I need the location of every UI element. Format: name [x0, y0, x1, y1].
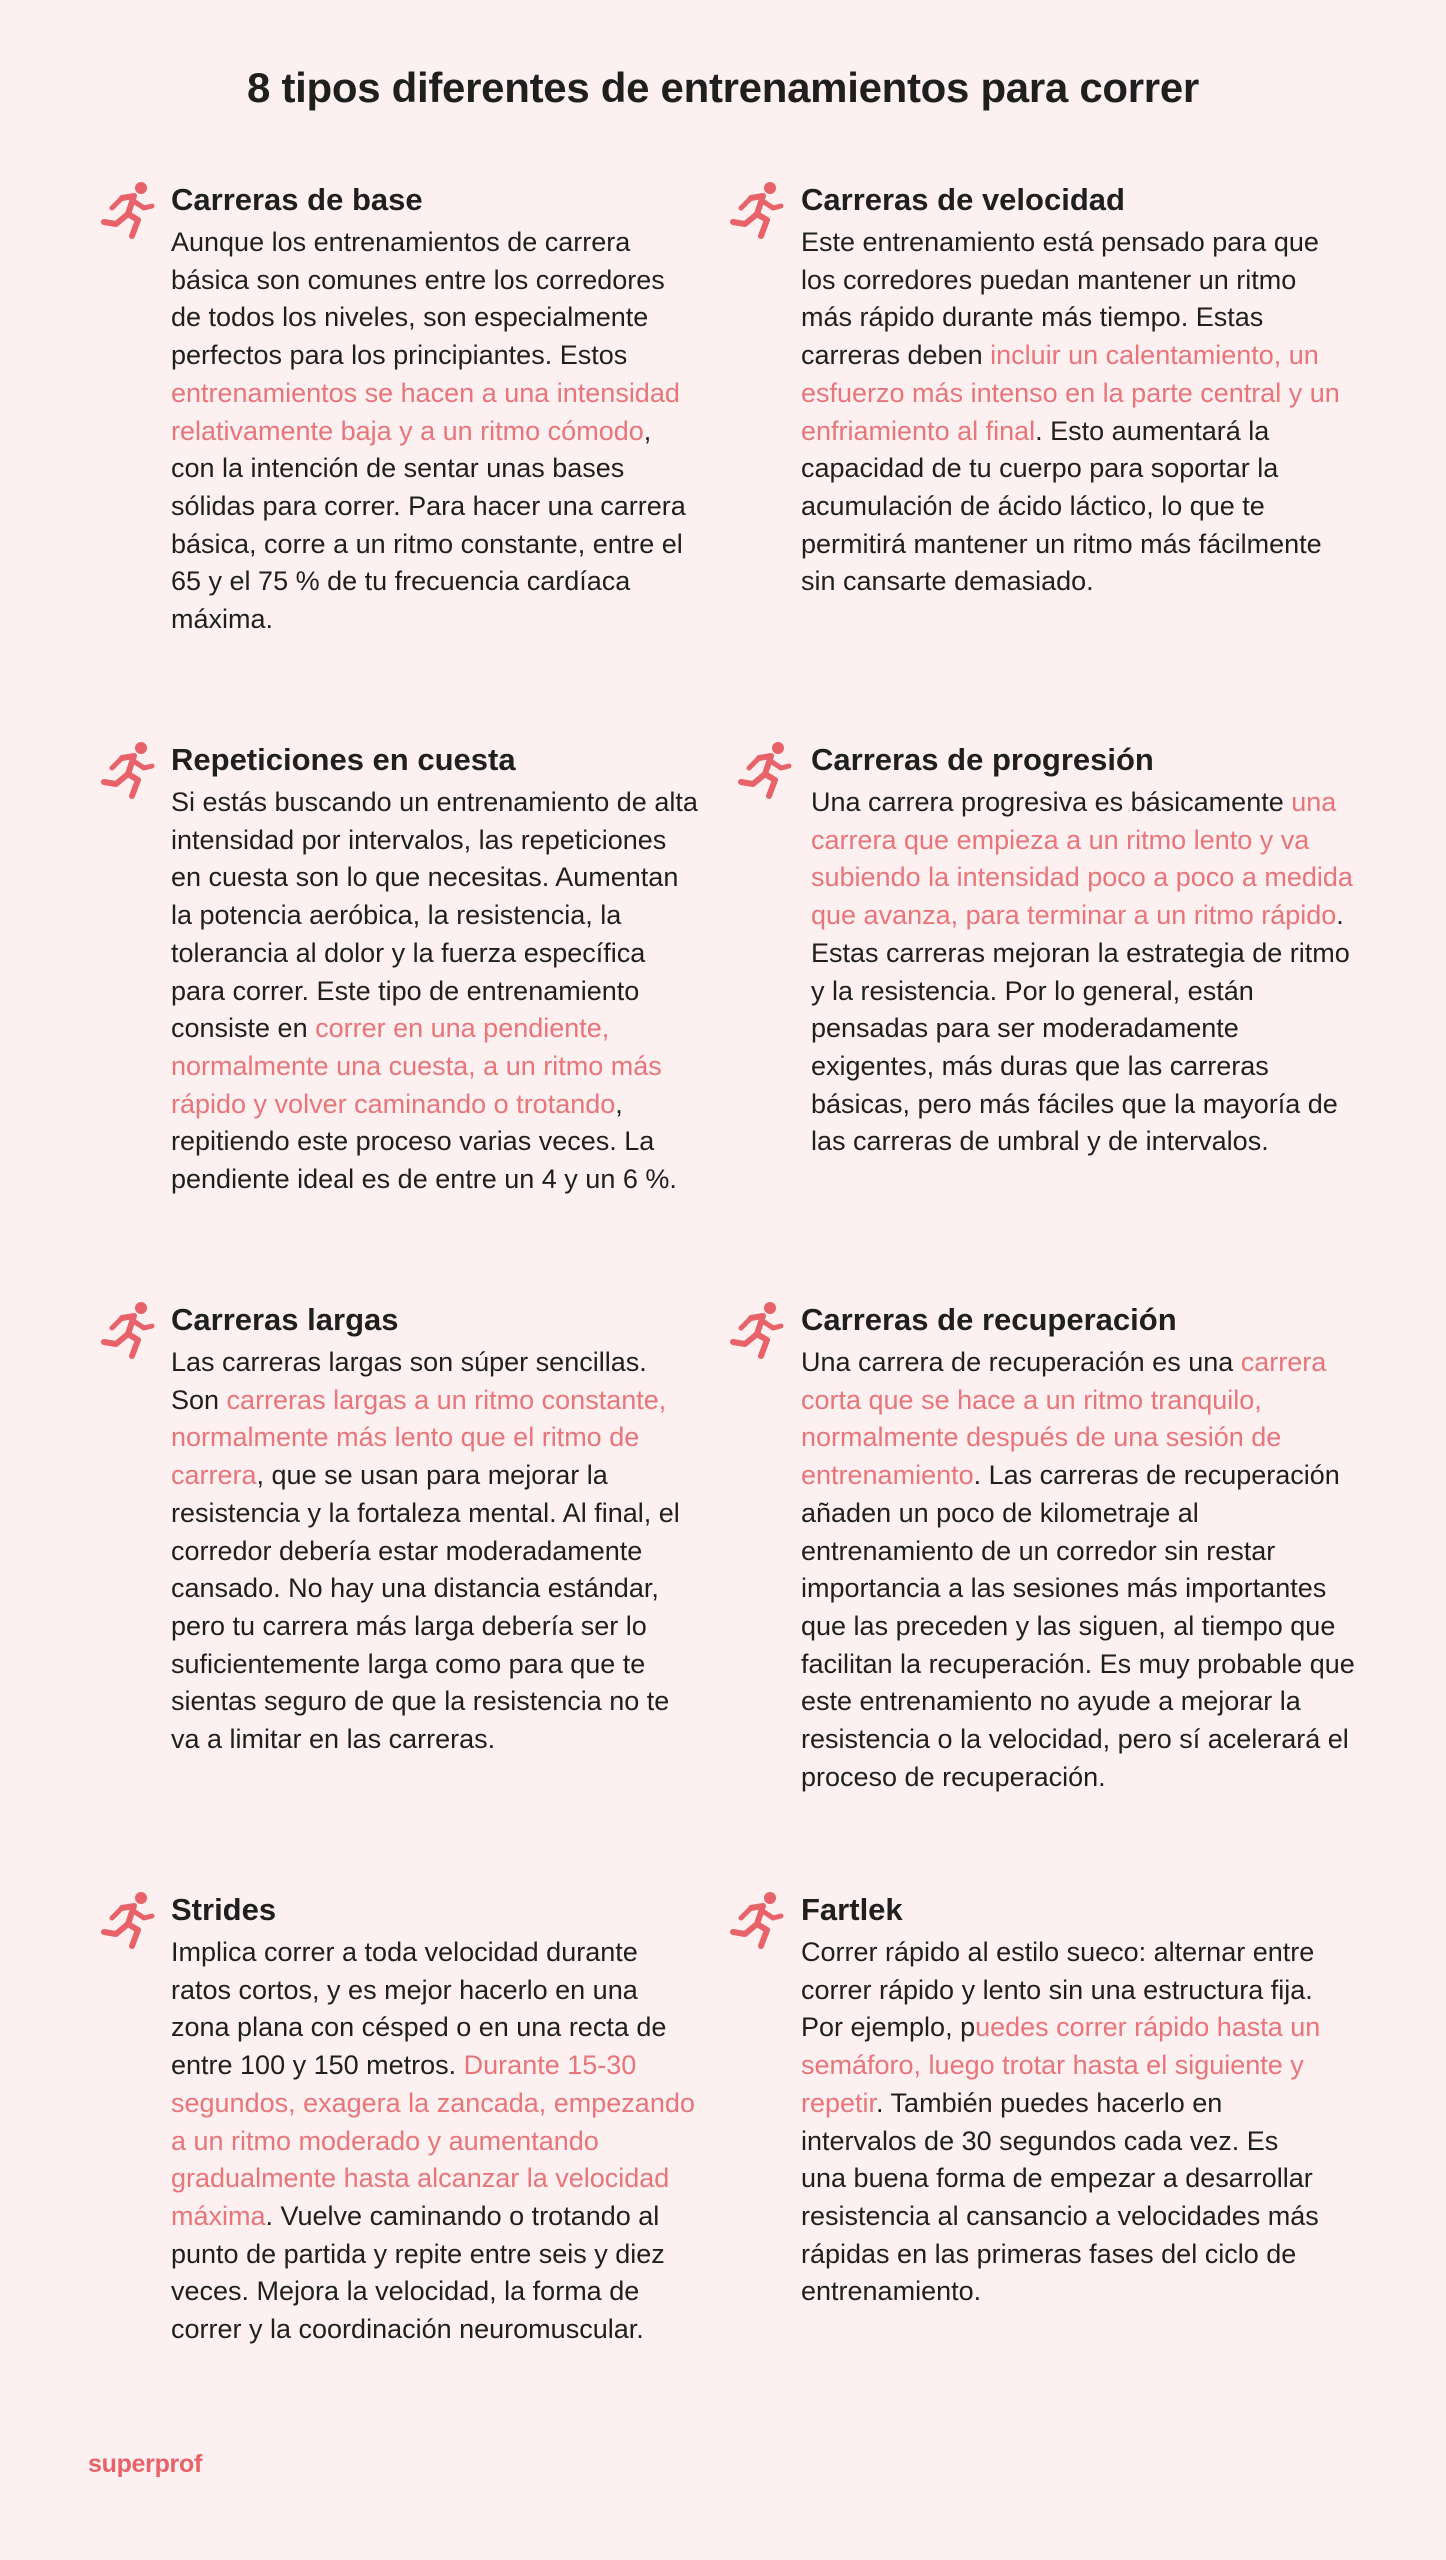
section-carreras-de-velocidad — [727, 180, 1367, 601]
highlighted-text: correr en una pendiente, normalmente una cuesta, a un ritmo más rápido y volver caminando o trotando — [171, 1013, 662, 1119]
section-carreras-de-base — [98, 180, 688, 639]
section-carreras-de-recuperacion — [727, 1300, 1387, 1796]
section-repeticiones-en-cuesta — [98, 740, 708, 1199]
runner-icon — [98, 1890, 156, 1952]
section-heading: Carreras de recuperación — [801, 1302, 1177, 1337]
runner-icon — [735, 740, 793, 802]
runner-icon — [727, 180, 785, 242]
highlighted-text: entrenamientos se hacen a una intensidad relativamente baja y a un ritmo cómodo — [171, 377, 680, 446]
section-body: Una carrera progresiva es básicamente una carrera que empieza a un ritmo lento y va subiendo la intensidad poco a poco a medida que avanza, para terminar a un ritmo rápido. Estas carreras mejoran la estrategia de ritmo y la resistencia. Por lo general, están pensadas para ser moderadamente exigentes, más duras que las carreras básicas, pero más fáciles que la mayoría de las carreras de umbral y de intervalos. — [811, 787, 1353, 1157]
section-carreras-de-progresion — [735, 740, 1375, 1161]
section-heading: Carreras de base — [171, 182, 423, 217]
highlighted-text: carreras largas a un ritmo constante, normalmente más lento que el ritmo de carrera — [171, 1384, 667, 1491]
highlighted-text: incluir un calentamiento, un esfuerzo más intenso en la parte central y un enfriamiento al final — [801, 340, 1340, 446]
section-strides — [98, 1890, 708, 2349]
section-carreras-largas — [98, 1300, 708, 1759]
highlighted-text: uedes correr rápido hasta un semáforo, luego trotar hasta el siguiente y repetir — [801, 2012, 1321, 2118]
section-heading: Carreras largas — [171, 1302, 399, 1337]
section-heading: Strides — [171, 1892, 277, 1927]
section-fartlek — [727, 1890, 1367, 2311]
section-body: Una carrera de recuperación es una carrera corta que se hace a un ritmo tranquilo, normalmente después de una sesión de entrenamiento. Las carreras de recuperación añaden un poco de kilometraje al entrenamiento de un corredor sin restar importancia a las sesiones más importantes que las preceden y las siguen, al tiempo que facilitan la recuperación. Es muy probable que este entrenamiento no ayude a mejorar la resistencia o la velocidad, pero sí acelerará el proceso de recuperación. — [801, 1347, 1355, 1792]
section-body: Este entrenamiento está pensado para que los corredores puedan mantener un ritmo más rápido durante más tiempo. Estas carreras deben incluir un calentamiento, un esfuerzo más intenso en la parte central y un enfriamiento al final. Esto aumentará la capacidad de tu cuerpo para soportar la acumulación de ácido láctico, lo que te permitirá mantener un ritmo más fácilmente sin cansarte demasiado. — [801, 227, 1340, 597]
section-heading: Repeticiones en cuesta — [171, 742, 516, 777]
section-heading: Fartlek — [801, 1892, 903, 1927]
runner-icon — [98, 740, 156, 802]
section-body: Implica correr a toda velocidad durante ratos cortos, y es mejor hacerlo en una zona plana con césped o en una recta de entre 100 y 150 metros. Durante 15-30 segundos, exagera la zancada, empezando a un ritmo moderado y aumentando gradualmente hasta alcanzar la velocidad máxima. Vuelve caminando o trotando al punto de partida y repite entre seis y diez veces. Mejora la velocidad, la forma de correr y la coordinación neuromuscular. — [171, 1937, 695, 2345]
runner-icon — [727, 1300, 785, 1362]
section-body: Si estás buscando un entrenamiento de alta intensidad por intervalos, las repeticiones en cuesta son lo que necesitas. Aumentan la potencia aeróbica, la resistencia, la tolerancia al dolor y la fuerza específica para correr. Este tipo de entrenamiento consiste en correr en una pendiente, normalmente una cuesta, a un ritmo más rápido y volver caminando o trotando, repitiendo este proceso varias veces. La pendiente ideal es de entre un 4 y un 6 %. — [171, 787, 698, 1195]
section-body: Correr rápido al estilo sueco: alternar entre correr rápido y lento sin una estructura fija. Por ejemplo, puedes correr rápido hasta un semáforo, luego trotar hasta el siguiente y repetir. También puedes hacerlo en intervalos de 30 segundos cada vez. Es una buena forma de empezar a desarrollar resistencia al cansancio a velocidades más rápidas en las primeras fases del ciclo de entrenamiento. — [801, 1937, 1321, 2307]
runner-icon — [98, 1300, 156, 1362]
highlighted-text: una carrera que empieza a un ritmo lento y va subiendo la intensidad poco a poco a medida que avanza, para terminar a un ritmo rápido — [811, 787, 1353, 931]
section-heading: Carreras de velocidad — [801, 182, 1125, 217]
highlighted-text: carrera corta que se hace a un ritmo tranquilo, normalmente después de una sesión de entrenamiento — [801, 1347, 1327, 1491]
highlighted-text: Durante 15-30 segundos, exagera la zancada, empezando a un ritmo moderado y aumentando gradualmente hasta alcanzar la velocidad máxima — [171, 2050, 695, 2231]
superprof-logo[interactable]: superprof — [88, 2450, 202, 2478]
section-body: Las carreras largas son súper sencillas. Son carreras largas a un ritmo constante, normalmente más lento que el ritmo de carrera, que se usan para mejorar la resistencia y la fortaleza mental. Al final, el corredor debería estar moderadamente cansado. No hay una distancia estándar, pero tu carrera más larga debería ser lo suficientemente larga como para que te sientas seguro de que la resistencia no te va a limitar en las carreras. — [171, 1347, 680, 1755]
section-body: Aunque los entrenamientos de carrera básica son comunes entre los corredores de todos los niveles, son especialmente perfectos para los principiantes. Estos entrenamientos se hacen a una intensidad relativamente baja y a un ritmo cómodo, con la intención de sentar unas bases sólidas para correr. Para hacer una carrera básica, corre a un ritmo constante, entre el 65 y el 75 % de tu frecuencia cardíaca máxima. — [171, 227, 686, 635]
runner-icon — [727, 1890, 785, 1952]
page-title: 8 tipos diferentes de entrenamientos para correr — [247, 64, 1199, 111]
section-heading: Carreras de progresión — [811, 742, 1154, 777]
runner-icon — [98, 180, 156, 242]
